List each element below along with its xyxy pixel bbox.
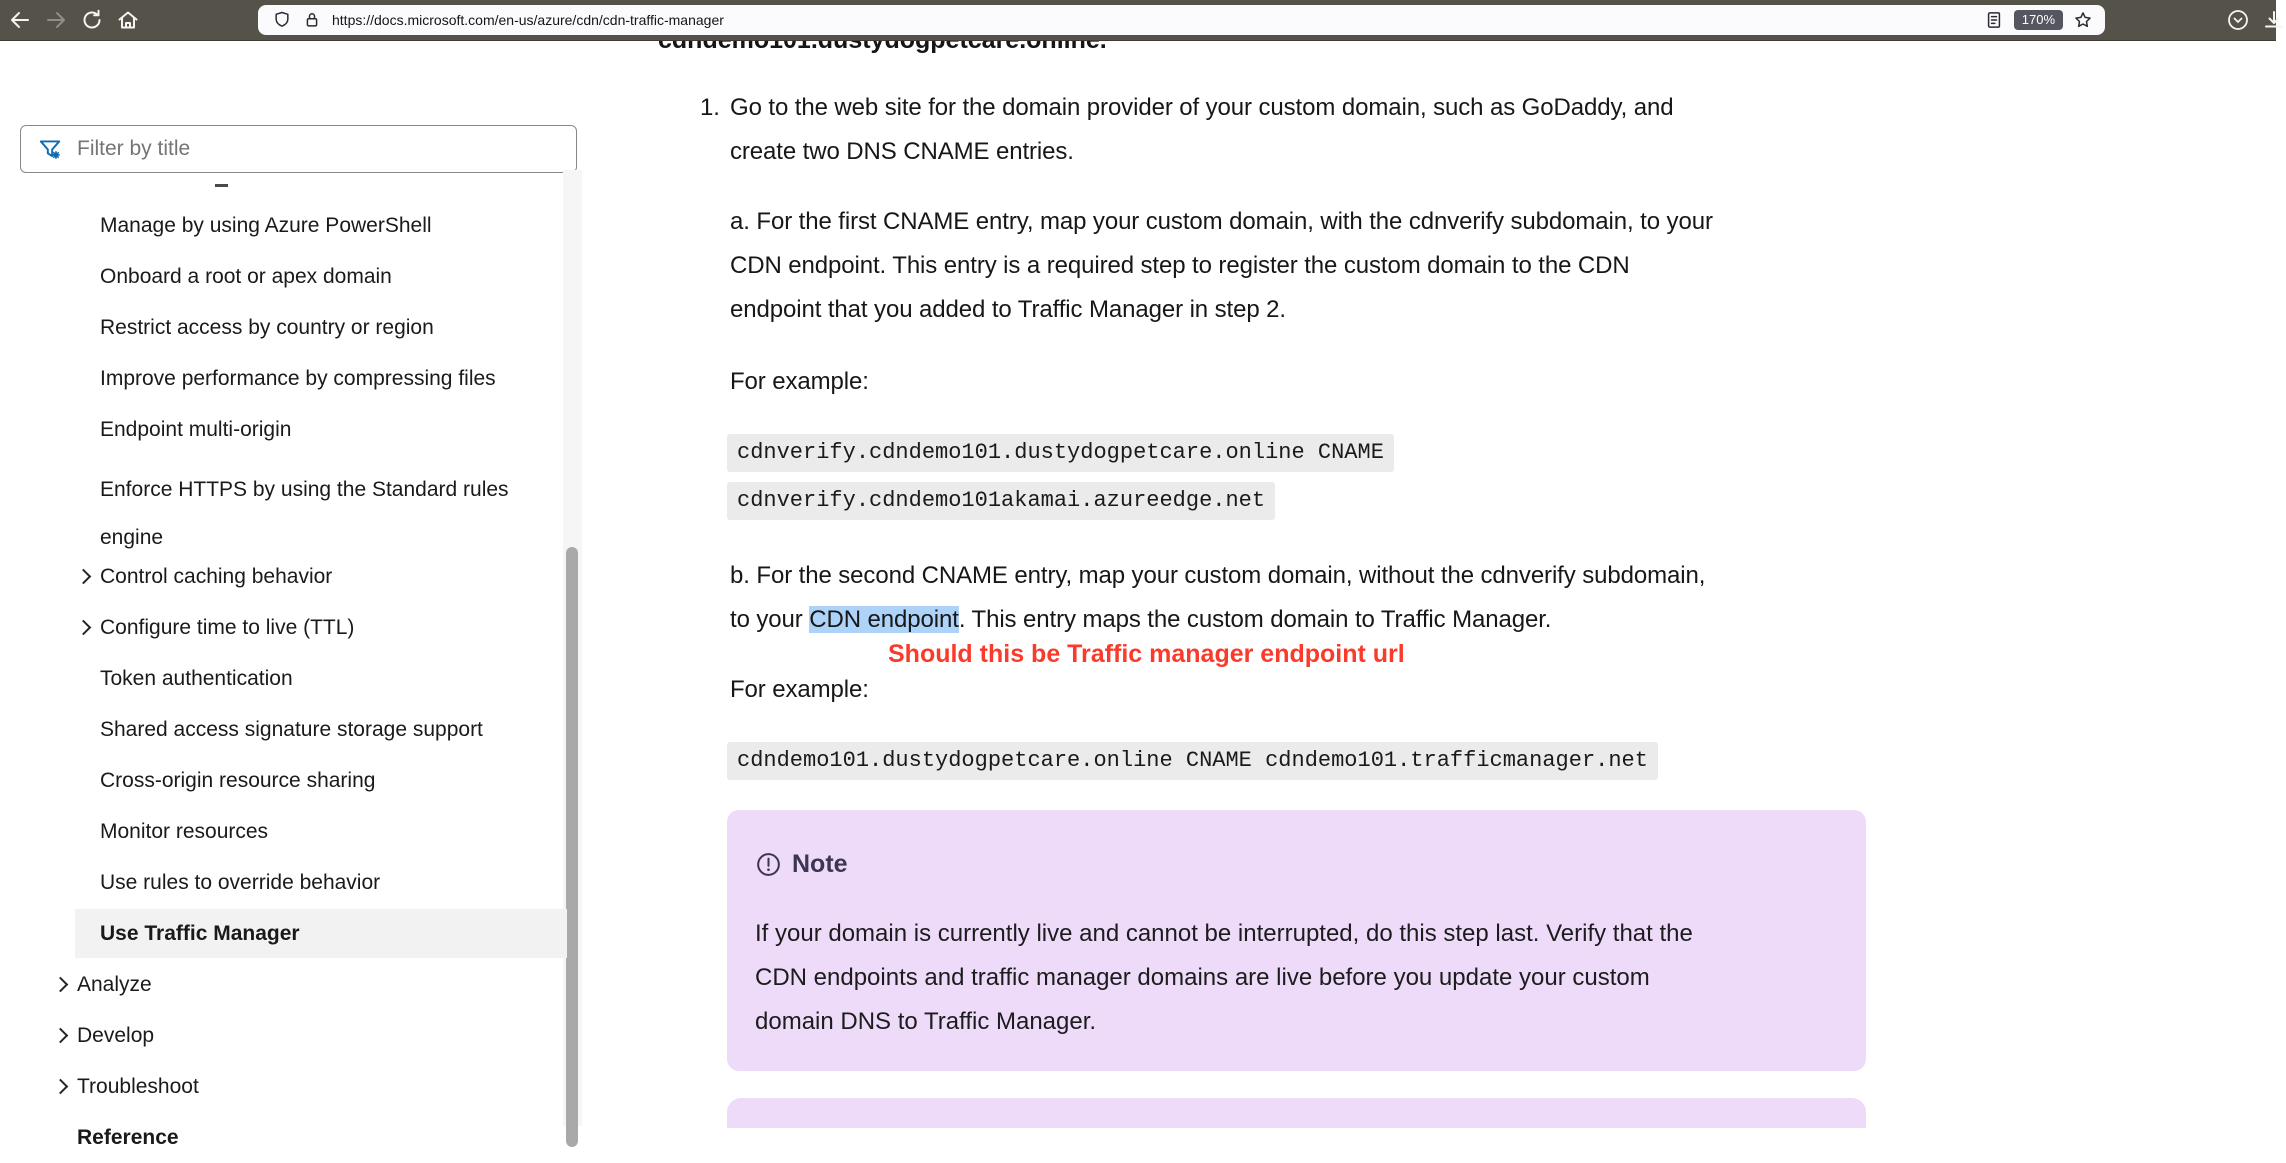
sidebar-item-label: Enforce HTTPS by using the Standard rules	[100, 478, 509, 501]
back-button[interactable]	[8, 8, 32, 32]
chevron-right-icon	[78, 271, 100, 282]
sidebar-item-label: Onboard a root or apex domain	[100, 264, 392, 288]
sidebar-item-label: Endpoint multi-origin	[100, 417, 292, 441]
sidebar-item-endpoint-multi-origin[interactable]	[0, 404, 567, 455]
paragraph-line: endpoint that you added to Traffic Manager in step 2.	[730, 296, 1286, 323]
sidebar-item-control-caching[interactable]	[0, 551, 567, 602]
url-text[interactable]: https://docs.microsoft.com/en-us/azure/cdn/cdn-traffic-manager	[332, 12, 724, 28]
text-segment: to your	[730, 606, 810, 633]
note-info-icon	[755, 851, 782, 878]
chevron-right-icon	[78, 474, 100, 485]
sidebar-item-improve-performance[interactable]	[0, 353, 567, 404]
selected-text-highlight: CDN endpoint	[809, 606, 959, 633]
filter-box[interactable]	[20, 125, 577, 173]
chevron-right-icon	[55, 1132, 77, 1143]
chevron-right-icon	[78, 673, 100, 684]
browser-toolbar	[0, 0, 2276, 41]
paragraph-line: CDN endpoint. This entry is a required step to register the custom domain to the CDN	[730, 252, 1630, 279]
forward-button[interactable]	[44, 8, 68, 32]
red-review-annotation: Should this be Traffic manager endpoint url	[888, 640, 1405, 668]
chevron-right-icon	[55, 1030, 77, 1041]
ordered-list-item-1	[700, 86, 1674, 174]
filter-input[interactable]	[75, 136, 576, 162]
download-icon[interactable]	[2262, 8, 2286, 32]
sidebar-item-label: engine	[100, 526, 164, 549]
sidebar-item-label: Develop	[77, 1023, 155, 1047]
sidebar-item-analyze[interactable]	[0, 959, 567, 1010]
sidebar-item-develop[interactable]	[0, 1010, 567, 1061]
sidebar-item-monitor-resources[interactable]	[0, 806, 567, 857]
sidebar-item-sas-storage-support[interactable]	[0, 704, 567, 755]
sidebar-item-configure-ttl[interactable]	[0, 602, 567, 653]
for-example-label: For example:	[730, 676, 869, 703]
sidebar-nav-list	[0, 200, 567, 1163]
chevron-right-icon	[78, 322, 100, 333]
chevron-right-icon	[78, 622, 100, 633]
sidebar-item-label: Use rules to override behavior	[100, 870, 381, 894]
sidebar-item-manage-powershell[interactable]	[0, 200, 567, 251]
clipped-item-fragment	[215, 184, 228, 187]
bookmark-star-icon[interactable]	[2073, 10, 2093, 30]
sidebar-item-cors[interactable]	[0, 755, 567, 806]
sidebar-item-enforce-https[interactable]	[0, 455, 567, 551]
note-title: Note	[792, 850, 848, 878]
note-body	[755, 912, 1693, 1044]
code-snippet-cname-trafficmanager: cdndemo101.dustydogpetcare.online CNAME cdndemo101.trafficmanager.net	[727, 742, 1658, 780]
note-body-line: domain DNS to Traffic Manager.	[755, 1008, 1097, 1035]
note-body-line: CDN endpoints and traffic manager domains are live before you update your custom	[755, 964, 1650, 991]
chevron-right-icon	[55, 979, 77, 990]
note-header	[755, 850, 848, 879]
chevron-right-icon	[78, 826, 100, 837]
sidebar-item-label: Improve performance by compressing files	[100, 366, 496, 390]
sidebar-item-use-traffic-manager[interactable]	[0, 908, 567, 959]
sidebar-item-label: Reference	[77, 1125, 179, 1149]
sidebar-item-label: Use Traffic Manager	[100, 921, 300, 945]
chevron-right-icon	[78, 373, 100, 384]
paragraph-a	[730, 200, 1713, 332]
url-bar[interactable]	[258, 5, 2105, 35]
text-segment: . This entry maps the custom domain to Traffic Manager.	[958, 606, 1552, 633]
paragraph-line	[730, 598, 1705, 642]
chevron-right-icon	[78, 220, 100, 231]
sidebar-item-label: Restrict access by country or region	[100, 315, 434, 339]
chevron-right-icon	[55, 1081, 77, 1092]
chevron-right-icon	[78, 424, 100, 435]
chevron-right-icon	[78, 724, 100, 735]
sidebar-item-label: Configure time to live (TTL)	[100, 615, 355, 639]
sidebar-item-rules-override[interactable]	[0, 857, 567, 908]
sidebar-item-restrict-access[interactable]	[0, 302, 567, 353]
sidebar-item-label: Monitor resources	[100, 819, 269, 843]
home-button[interactable]	[116, 8, 140, 32]
sidebar-item-label: Troubleshoot	[77, 1074, 199, 1098]
paragraph-line: create two DNS CNAME entries.	[730, 138, 1074, 165]
list-number: 1.	[700, 94, 720, 121]
paragraph-line: b. For the second CNAME entry, map your custom domain, without the cdnverify subdomain,	[730, 562, 1706, 589]
lock-icon[interactable]	[302, 10, 322, 30]
zoom-level-badge[interactable]: 170%	[2014, 10, 2063, 30]
for-example-label: For example:	[730, 368, 869, 395]
chevron-right-icon	[78, 775, 100, 786]
pocket-icon[interactable]	[2226, 8, 2250, 32]
code-snippet-cname-verify-1: cdnverify.cdndemo101.dustydogpetcare.online CNAME	[727, 434, 1394, 472]
paragraph-b	[730, 554, 1705, 642]
note-body-line: If your domain is currently live and cannot be interrupted, do this step last. Verify that the	[755, 920, 1693, 947]
sidebar-item-label: Shared access signature storage support	[100, 717, 483, 741]
sidebar-item-label: Manage by using Azure PowerShell	[100, 213, 432, 237]
next-callout-partial	[727, 1098, 1866, 1128]
sidebar-item-token-authentication[interactable]	[0, 653, 567, 704]
reload-button[interactable]	[80, 8, 104, 32]
sidebar-item-label: Token authentication	[100, 666, 293, 690]
code-snippet-cname-verify-2: cdnverify.cdndemo101akamai.azureedge.net	[727, 482, 1275, 520]
main-content	[582, 40, 2276, 1126]
paragraph-line: Go to the web site for the domain provider of your custom domain, such as GoDaddy, and	[730, 94, 1674, 121]
sidebar-item-reference[interactable]	[0, 1112, 567, 1163]
sidebar-item-troubleshoot[interactable]	[0, 1061, 567, 1112]
sidebar-item-label: Cross-origin resource sharing	[100, 768, 376, 792]
shield-icon[interactable]	[272, 10, 292, 30]
reader-view-icon[interactable]	[1984, 10, 2004, 30]
sidebar-item-label: Control caching behavior	[100, 564, 333, 588]
filter-icon	[37, 136, 63, 162]
chevron-right-icon	[78, 571, 100, 582]
sidebar-item-onboard-root-domain[interactable]	[0, 251, 567, 302]
sidebar-item-label: Analyze	[77, 972, 152, 996]
clipped-paragraph-tail	[658, 40, 1107, 56]
sidebar-scrollbar-thumb[interactable]	[566, 547, 578, 1147]
chevron-right-icon	[78, 928, 100, 939]
sidebar	[0, 40, 582, 1149]
paragraph-line: a. For the first CNAME entry, map your custom domain, with the cdnverify subdomain, to your	[730, 208, 1713, 235]
chevron-right-icon	[78, 877, 100, 888]
note-callout	[727, 810, 1866, 1071]
